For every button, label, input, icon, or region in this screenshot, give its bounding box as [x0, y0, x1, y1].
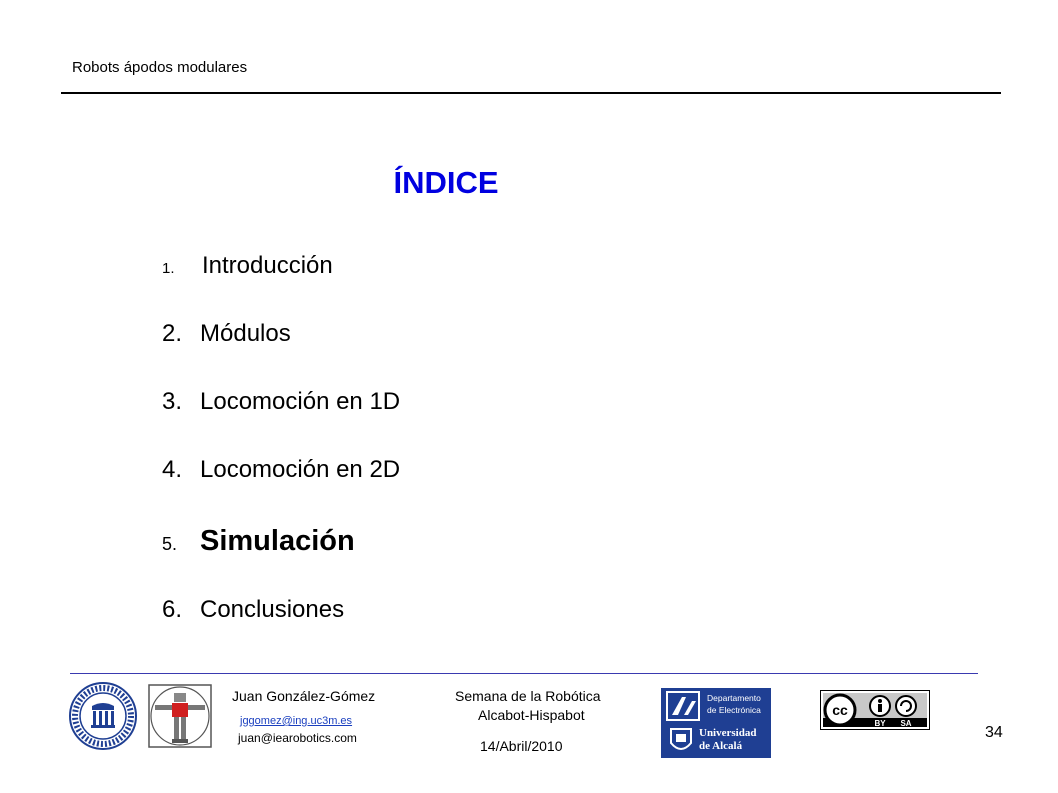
author-email-secondary: juan@iearobotics.com [238, 731, 357, 745]
toc-item-introduccion [162, 252, 333, 280]
toc-item-label: Introducción [202, 252, 333, 279]
footer-rule [70, 673, 978, 674]
cc-mark-label: cc [832, 702, 848, 718]
toc-item-number: 5. [162, 534, 178, 554]
uah-logo-text-line: Universidad [699, 727, 757, 739]
cc-sa-label: SA [900, 719, 912, 728]
event-date: 14/Abril/2010 [480, 738, 563, 754]
toc-item-locomocion-2d [162, 456, 400, 484]
toc-item-number: 6. [162, 596, 183, 623]
page-number: 34 [985, 724, 1003, 741]
header-rule [61, 92, 1001, 94]
toc-item-conclusiones [162, 596, 344, 624]
toc-item-modulos [162, 320, 291, 348]
slide-title: ÍNDICE [393, 165, 499, 200]
event-subtitle: Alcabot-Hispabot [478, 707, 585, 723]
uah-logo-text-line: Departamento [707, 693, 761, 703]
uah-electronica-logo [661, 688, 771, 758]
creative-commons-badge [820, 690, 930, 735]
vitruvian-robot-logo [147, 683, 213, 754]
header-title: Robots ápodos modulares [72, 59, 248, 76]
toc-item-number: 3. [162, 388, 183, 415]
toc-item-label: Conclusiones [200, 596, 345, 623]
toc-item-label: Locomoción en 2D [200, 456, 401, 483]
toc-item-number: 4. [162, 456, 183, 483]
uah-logo-top [661, 688, 771, 724]
uah-logo-bottom [661, 724, 771, 758]
uah-logo-text-line: de Alcalá [699, 740, 743, 752]
uah-logo-text-line: de Electrónica [707, 705, 761, 715]
toc-item-label: Simulación [200, 525, 355, 557]
toc-item-number: 2. [162, 320, 183, 347]
event-name: Semana de la Robótica [455, 688, 601, 704]
toc-item-number: 1. [162, 260, 175, 277]
cc-by-label: BY [874, 719, 886, 728]
uc3m-logo [68, 680, 138, 757]
toc-item-locomocion-1d [162, 388, 400, 416]
toc-item-label: Locomoción en 1D [200, 388, 401, 415]
author-email-link[interactable]: jggomez@ing.uc3m.es [240, 715, 353, 727]
author-name: Juan González-Gómez [232, 688, 376, 704]
toc-item-label: Módulos [200, 320, 291, 347]
toc-item-simulacion [162, 525, 355, 558]
